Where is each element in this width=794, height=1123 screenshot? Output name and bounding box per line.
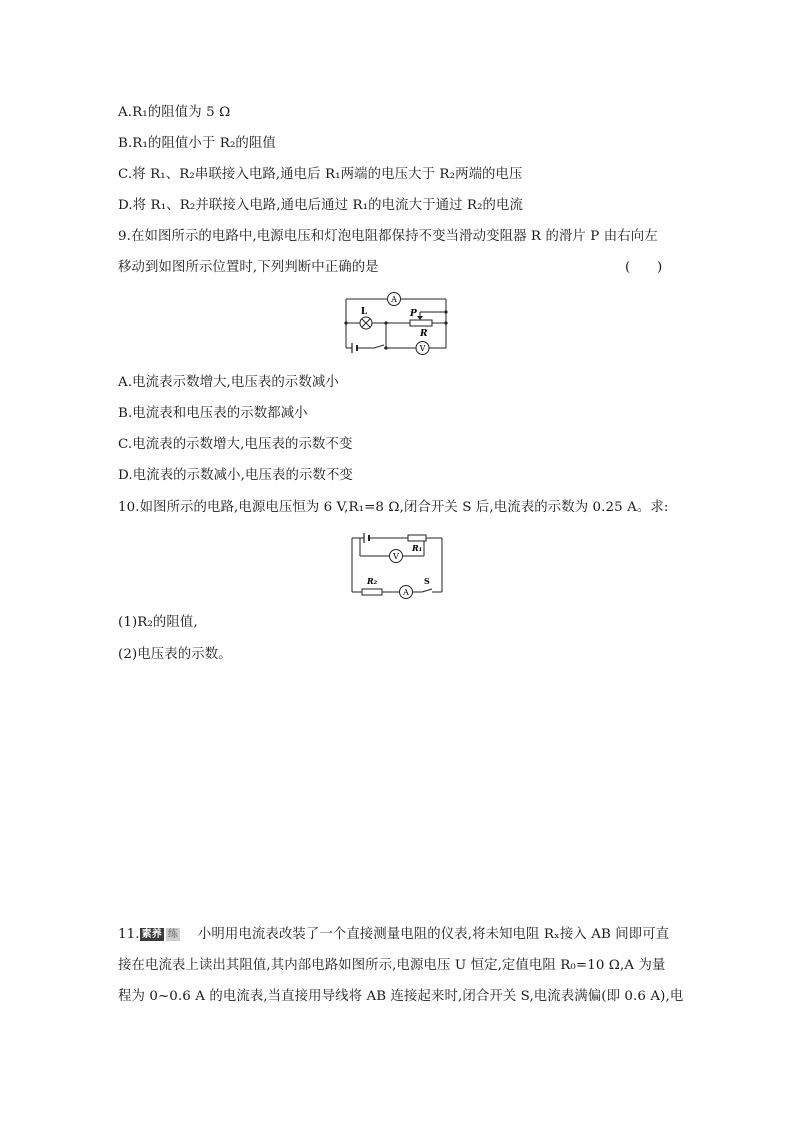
q11-badge: 素养 — [141, 929, 162, 940]
q8-option-a: A.R₁的阻值为 5 Ω — [118, 105, 231, 120]
lamp-label: L — [360, 307, 368, 317]
q9-answer-paren: ( ) — [625, 260, 663, 275]
q11-line1-text: 小明用电流表改装了一个直接测量电阻的仪表,将未知电阻 Rₓ接入 AB 间即可直 — [197, 927, 670, 942]
r2-label: R₂ — [367, 576, 378, 586]
voltmeter-icon — [416, 342, 429, 355]
ammeter-label: A — [403, 588, 409, 597]
q11-line2: 接在电流表上读出其阻值,其内部电路如图所示,电源电压 U 恒定,定值电阻 R₀=10 Ω,A 为量 — [118, 958, 666, 973]
q8-option-c: C.将 R₁、R₂串联接入电路,通电后 R₁两端的电压大于 R₂两端的电压 — [118, 167, 523, 182]
q10-sub1: (1)R₂的阻值, — [118, 615, 198, 630]
q10-circuit-diagram — [344, 530, 448, 600]
q9-circuit-diagram — [340, 292, 452, 356]
q10-stem: 10.如图所示的电路,电源电压恒为 6 V,R₁=8 Ω,闭合开关 S 后,电流表的示数为 0.25 A。求: — [118, 500, 669, 515]
voltmeter-label: V — [393, 552, 399, 561]
q9-option-c: C.电流表的示数增大,电压表的示数不变 — [118, 437, 353, 452]
q8-option-b: B.R₁的阻值小于 R₂的阻值 — [118, 136, 276, 151]
q9-stem-line1: 9.在如图所示的电路中,电源电压和灯泡电阻都保持不变当滑动变阻器 R 的滑片 P 由右向左 — [118, 229, 658, 244]
q9-stem-line2: 移动到如图所示位置时,下列判断中正确的是 — [118, 260, 379, 275]
q8-option-d: D.将 R₁、R₂并联接入电路,通电后通过 R₁的电流大于通过 R₂的电流 — [118, 198, 524, 213]
switch-label: S — [424, 576, 430, 586]
q11-line3: 程为 0~0.6 A 的电流表,当直接用导线将 AB 连接起来时,闭合开关 S,电流表满偏(即 0.6 A),电 — [118, 989, 684, 1004]
q10-sub2: (2)电压表的示数。 — [118, 647, 232, 662]
lamp-icon — [360, 317, 372, 329]
q11-badge2: 练 — [167, 929, 178, 940]
voltmeter-label: V — [419, 344, 426, 353]
voltmeter-icon — [390, 550, 403, 563]
r1-resistor — [408, 535, 426, 541]
ammeter-label: A — [391, 295, 397, 304]
ammeter-icon — [388, 293, 401, 306]
slider-arrow-icon — [417, 316, 423, 320]
q9-option-a: A.电流表示数增大,电压表的示数减小 — [118, 375, 339, 390]
q11-number: 11. — [118, 927, 140, 942]
q9-option-d: D.电流表的示数减小,电压表的示数不变 — [118, 468, 353, 483]
slider-label: P — [410, 309, 417, 319]
ammeter-icon — [400, 586, 413, 599]
resistor-label: R — [420, 329, 428, 339]
q9-option-b: B.电流表和电压表的示数都减小 — [118, 406, 308, 421]
q11-line1 — [118, 926, 669, 944]
r1-label: R₁ — [412, 543, 423, 553]
